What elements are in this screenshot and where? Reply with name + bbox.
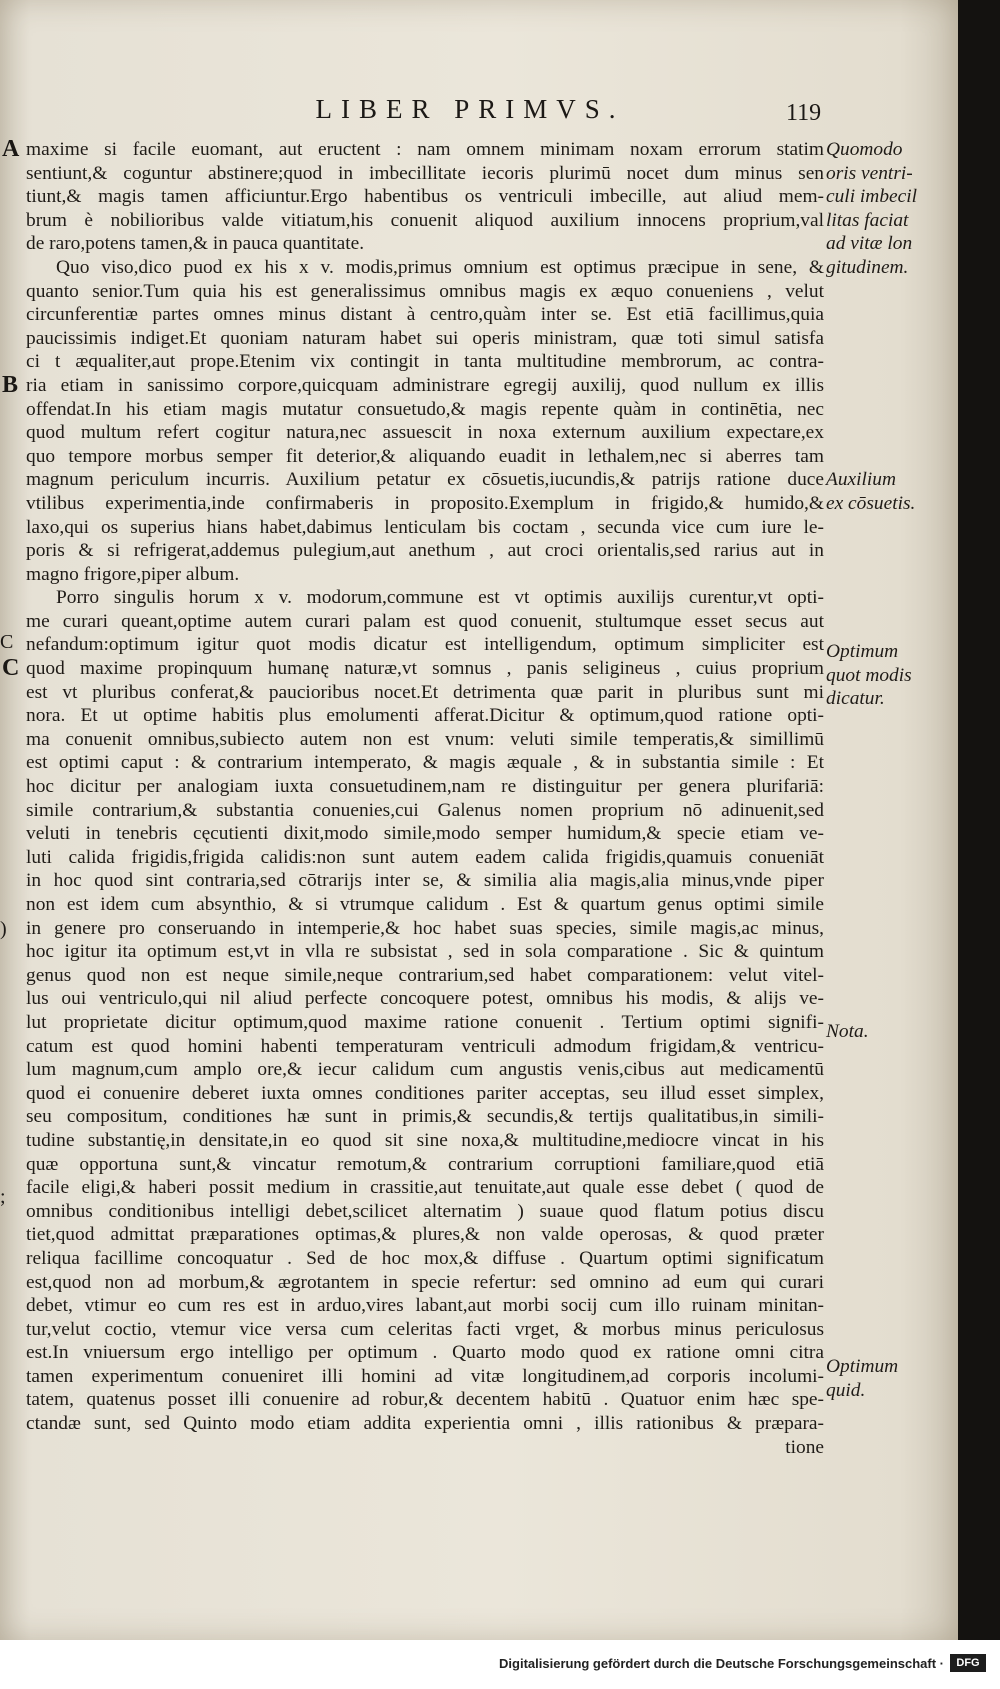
sidenote-line: ad vitæ lon bbox=[826, 233, 913, 255]
main-text-block bbox=[26, 138, 824, 1459]
text-line: seu compositum, conditiones hæ sunt in primis,& secundis,& tertijs qualitatibus,in simili- bbox=[26, 1106, 824, 1128]
text-line: tatem, quatenus posset illi conuenire ad robur,& decentem habitū . Quatuor enim hæc spe- bbox=[26, 1389, 824, 1411]
sidenote-line: Optimum bbox=[826, 641, 899, 662]
text-line: quanto senior.Tum quia his est generalissimus omnibus magis ex æquo conueniens , velut bbox=[26, 280, 824, 302]
dfg-logo-icon: DFG bbox=[950, 1654, 986, 1672]
text-line: ci t æqualiter,aut prope.Etenim vix contingit in tanta multitudine membrorum, ac contra- bbox=[26, 351, 824, 373]
sidenote-quomodo bbox=[826, 138, 956, 280]
sidenote-nota bbox=[826, 1020, 956, 1044]
sidenote-line: culi imbecil bbox=[826, 186, 917, 208]
text-line: quod maxime propinquum humanę naturæ,vt somnus , panis seligineus , cuius proprium bbox=[26, 658, 824, 680]
text-line: quo tempore morbus semper fit deterior,& aliquando euadit in lethalem,nec si aberres tam bbox=[26, 445, 824, 467]
text-line: est vt pluribus conferat,& paucioribus nocet.Et detrimenta quæ parit in pluribus sunt mi bbox=[26, 681, 824, 703]
section-letter-b: B bbox=[2, 372, 19, 398]
text-line: in hoc quod sint contraria,sed cōtrarijs inter se, & similia alia magis,alia minus,vnde piper bbox=[26, 870, 824, 892]
edge-mark: ; bbox=[0, 1186, 6, 1208]
text-line: in genere pro conseruando in intemperie,& hoc habet suas species, simile magis,ac minus, bbox=[26, 917, 824, 939]
text-line: lum magnum,cum amplo ore,& iecur calidum cum angustis venis,cibus aut medicamentū bbox=[26, 1059, 824, 1081]
text-line: hoc dicitur per analogiam iuxta consuetudinem,nam re distinguitur per genera plurifariā: bbox=[26, 776, 824, 798]
sidenote-line: Optimum bbox=[826, 1356, 899, 1377]
sidenote-line: Nota. bbox=[826, 1021, 869, 1042]
edge-mark: C bbox=[0, 631, 14, 653]
text-line: magnum periculum incurris. Auxilium petatur ex cōsuetis,iucundis,& patrijs ratione duce bbox=[26, 469, 824, 491]
text-line: luti calida frigidis,frigida calidis:non sunt autem eadem calida frigidis,quamuis conueniāt bbox=[26, 846, 824, 868]
text-line: quod multum refert cogitur natura,nec assuescit in noxa externum auxilium expectare,ex bbox=[26, 422, 824, 444]
text-line: est,quod non ad morbum,& ægrotantem in specie refertur: sed omnino ad eum qui curari bbox=[26, 1271, 824, 1293]
digitization-footer bbox=[0, 1640, 1000, 1689]
text-line: laxo,qui os superius hians habet,dabimus lenticulam bis coctam , secunda vice cum iure le- bbox=[26, 516, 824, 538]
text-line: quæ opportuna sunt,& vincatur remotum,& contrarium corruptioni familiare,quod etiā bbox=[26, 1153, 824, 1175]
text-line: lus oui ventriculo,qui nil aliud perfecte concoquere potest, omnibus his modis, & alijs ve- bbox=[26, 988, 824, 1010]
text-line: est.In vniuersum ergo intelligo per optimum . Quarto modo quod ex ratione omni citra bbox=[26, 1342, 824, 1364]
text-line: sentiunt,& coguntur abstinere;quod in imbecillitate iecoris plurimū nocet dum minus sen bbox=[26, 162, 824, 184]
text-line: catum est quod homini habenti temperaturam ventriculi admodum frigidam,& ventricu- bbox=[26, 1035, 824, 1057]
text-line: me curari queant,optime autem curari palam est quod conuenit, stultumque esset secus aut bbox=[26, 610, 824, 632]
text-line: debet, vtimur eo cum res est in arduo,vires labant,aut morbi socij cum illo ruinam minitan- bbox=[26, 1295, 824, 1317]
text-line: maxime si facile euomant, aut eructent : nam omnem minimam noxam errorum statim bbox=[26, 139, 824, 160]
text-line: quod ei conuenire deberet iuxta omnes conditiones pariter acceptas, seu illud esset simplex, bbox=[26, 1082, 824, 1104]
sidenote-optimum-quot bbox=[826, 640, 956, 711]
edge-mark: ) bbox=[0, 918, 7, 940]
text-line: poris & si refrigerat,addemus pulegium,aut anethum , aut croci orientalis,sed rarius aut in bbox=[26, 540, 824, 562]
text-line: vtilibus experimentia,inde confirmaberis in proposito.Exemplum in frigido,& humido,& bbox=[26, 492, 824, 514]
sidenote-line: Auxilium bbox=[826, 469, 897, 490]
text-line: magno frigore,piper album. bbox=[26, 563, 240, 585]
sidenote-auxilium bbox=[826, 468, 956, 515]
section-letter-a: A bbox=[2, 136, 20, 162]
sidenote-line: quid. bbox=[826, 1379, 866, 1401]
footer-credit: Digitalisierung gefördert durch die Deutsche Forschungsgemeinschaft · bbox=[499, 1656, 944, 1671]
text-line: tamen experimentum conueniret illi homini ad vitæ longitudinem,ad corporis incolumi- bbox=[26, 1365, 824, 1387]
text-line: ctandæ sunt, sed Quinto modo etiam addita experientia omni , illis rationibus & præpara- bbox=[26, 1413, 824, 1435]
text-line: tiunt,& magis tamen afficiuntur.Ergo habentibus os ventriculi imbecille, aut aliud mem- bbox=[26, 186, 824, 208]
text-line: offendat.In his etiam magis mutatur consuetudo,& magis repente quàm in continētia, nec bbox=[26, 398, 824, 420]
sidenote-line: ex cōsuetis. bbox=[826, 492, 916, 514]
text-line: simile contrarium,& substantia conuenies,cui Galenus nomen proprium nō adinuenit,sed bbox=[26, 799, 824, 821]
text-line: circunferentiæ partes omnes minus distant à centro,quàm inter se. Est etiā facillimus,quia bbox=[26, 304, 824, 326]
text-line: reliqua facillime concoquatur . Sed de hoc mox,& diffuse . Quartum optimi significatum bbox=[26, 1247, 824, 1269]
sidenote-line: dicatur. bbox=[826, 688, 885, 710]
text-line: brum è nobilioribus valde vitiatum,his conuenit aliquod auxilium innocens proprium,val bbox=[26, 209, 824, 231]
page-number: 119 bbox=[786, 100, 822, 126]
text-line: tur,velut coctio, vtemur vice versa cum celeritas facti vrget, & morbus minus periculosus bbox=[26, 1318, 824, 1340]
text-line: facile eligi,& haberi possit medium in crassitie,aut tenuitate,aut quale esse debet ( quod de bbox=[26, 1177, 824, 1199]
text-line: non est idem cum absynthio, & si vtrumque calidum . Est & quartum genus optimi simile bbox=[26, 894, 824, 915]
text-line: ria etiam in sanissimo corpore,quicquam administrare egregij auxilij, quod nullum ex illis bbox=[26, 374, 824, 396]
sidenote-optimum-quid bbox=[826, 1355, 956, 1402]
text-line: nefandum:optimum igitur quot modis dicatur est intelligendum, optimum simpliciter est bbox=[26, 634, 824, 656]
sidenote-line: litas faciat bbox=[826, 209, 909, 231]
catchword: tione bbox=[785, 1436, 824, 1458]
text-line: genus quod non est neque simile,neque contrarium,sed habet comparationem: velut vitel- bbox=[26, 964, 824, 986]
sidenote-line: quot modis bbox=[826, 664, 912, 686]
text-line: tiet,quod admittat præparationes optimas,& plures,& non valde operosas, & quod præter bbox=[26, 1224, 824, 1246]
text-line: hoc igitur ita optimum est,vt in vlla re subsistat , sed in sola comparatione . Sic & quintum bbox=[26, 941, 824, 963]
text-line: nora. Et ut optime habitis plus emolumenti afferat.Dicitur & optimum,quod ratione opti- bbox=[26, 705, 824, 727]
text-line: de raro,potens tamen,& in pauca quantitate. bbox=[26, 233, 365, 255]
sidenote-line: Quomodo bbox=[826, 139, 903, 160]
text-line: tudine substantię,in densitate,in eo quod sit sine noxa,& multitudine,mediocre vincat in his bbox=[26, 1129, 824, 1151]
text-line: est optimi caput : & contrarium intemperato, & magis æquale , & in substantia simile : Et bbox=[26, 752, 824, 774]
text-line: paucissimis indiget.Et quoniam naturam habet sui operis ministram, quæ toti simul satisfa bbox=[26, 327, 824, 349]
text-line: veluti in tenebris cęcutienti dixit,modo simile,modo semper humidum,& specie etiam ve- bbox=[26, 823, 824, 845]
text-line: Quo viso,dico puod ex his x v. modis,primus omnium est optimus præcipue in sene, & bbox=[56, 256, 824, 278]
section-letter-c: C bbox=[2, 655, 20, 681]
text-line: ma conuenit omnibus,subiecto autem non est vnum: veluti simile temperatis,& simillimū bbox=[26, 728, 824, 750]
sidenote-line: gitudinem. bbox=[826, 256, 909, 278]
text-line: omnibus conditionibus intelligi debet,scilicet alternatim ) suaue quod flatum potius discu bbox=[26, 1200, 824, 1222]
running-title: LIBER PRIMVS. bbox=[315, 94, 625, 124]
text-line: Porro singulis horum x v. modorum,commune est vt optimis auxilijs curentur,vt opti- bbox=[56, 587, 824, 609]
text-line: lut proprietate dicitur optimum,quod maxime ratione conuenit . Tertium optimi signifi- bbox=[26, 1011, 824, 1033]
sidenote-line: oris ventri- bbox=[826, 162, 913, 184]
